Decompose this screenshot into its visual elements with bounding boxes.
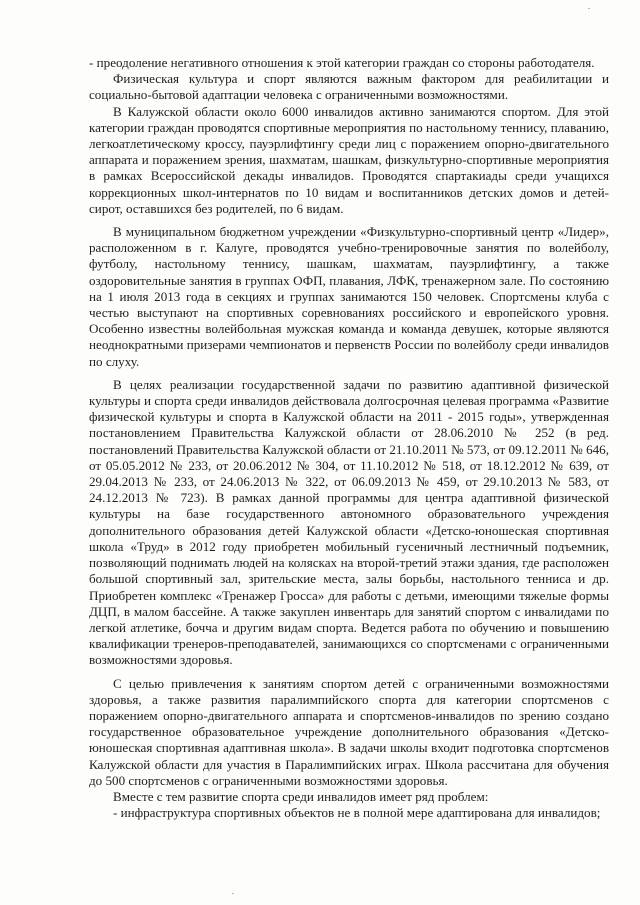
paragraph-employer-attitude: - преодоление негативного отношения к этой категории граждан со стороны работодателя. [89,55,595,70]
document-body [89,55,609,821]
scan-speck [588,8,590,9]
paragraph-problems-intro: Вместе с тем развитие спорта среди инвалидов имеет ряд проблем: [113,788,489,804]
paragraph-adaptive-school: С целью привлечения к занятиям спортом детей с ограниченными возможностями здоровья, а также развития паралимпийского спорта для категории спортсменов с поражением опорно-двигательного аппарата и спортсменов-инвалидов по зрению создано государственное образовательное учреждение дополнительного образования «Детско-юношеская спортивная адаптивная школа». В задачи школы входит подготовка спортсменов Калужской области для участия в Паралимпийских играх. Школа рассчитана для обучения до 500 спортсменов с ограниченными возможностями здоровья. [89,675,609,788]
paragraph-sport-rehabilitation: Физическая культура и спорт являются важным фактором для реабилитации и социально-бытовой адаптации человека с ограниченными возможностями. [89,71,609,103]
paragraph-kaluga-disabled-sport: В Калужской области около 6000 инвалидов активно занимаются спортом. Для этой категории граждан проводятся спортивные мероприятия по настольному теннису, плаванию, легкоатлетическому кроссу, пауэрлифтингу среди лиц с поражением опорно-двигательного аппарата и поражением зрения, шахматам, шашкам, физкультурно-спортивные мероприятия в рамках Всероссийской декады инвалидов. Проводятся спартакиады среди учащихся коррекционных школ-интернатов по 10 видам и воспитанников детских домов и детей-сирот, оставшихся без родителей, по 6 видам. [89,103,609,216]
paragraph-target-program: В целях реализации государственной задачи по развитию адаптивной физической культуры и спорта среди инвалидов действовала долгосрочная целевая программа «Развитие физической культуры и спорта в Калужской области на 2011 - 2015 годы», утвержденная постановлением Правительства Калужской области от 28.06.2010 № 252 (в ред. постановлений Правительства Калужской области от 21.10.2011 № 573, от 09.12.2011 № 646, от 05.05.2012 № 233, от 20.06.2012 № 304, от 11.10.2012 № 518, от 18.12.2012 № 639, от 29.04.2013 № 233, от 24.06.2013 № 322, от 06.09.2013 № 459, от 29.10.2013 № 583, от 24.12.2013 № 723). В рамках данной программы для центра адаптивной физической культуры на базе государственного автономного образовательного учреждения дополнительного образования детей Калужской области «Детско-юношеская спортивная школа «Труд» в 2012 году приобретен мобильный гусеничный лестничный подъемник, позволяющий поднимать людей на колясках на второй-третий этажи здания, где расположен большой спортивный зал, зрительские места, залы борьбы, настольного тенниса и др. Приобретен комплекс «Тренажер Гросса» для работы с детьми, имеющими тяжелые формы ДЦП, в малом бассейне. А также закуплен инвентарь для занятий спортом с инвалидами по легкой атлетике, боччa и другим видам спорта. Ведется работа по обучению и повышению квалификации тренеров-преподавателей, занимающихся со спортсменами с ограниченными возможностями здоровья. [89,376,609,668]
paragraph-lider-center: В муниципальном бюджетном учреждении «Физкультурно-спортивный центр «Лидер», расположенном в г. Калуге, проводятся учебно-тренировочные занятия по волейболу, футболу, настольному теннису, шашкам, шахматам, пауэрлифтингу, а также оздоровительные занятия в группах ОФП, плавания, ЛФК, тренажерном зале. По состоянию на 1 июля 2013 года в секциях и группах занимаются 150 человек. Спортсмены клуба с честью выступают на спортивных соревнованиях российского и европейского уровня. Особенно известны волейбольная мужская команда и команда девушек, которые являются неоднократными призерами чемпионатов и первенств России по волейболу среди инвалидов по слуху. [89,224,609,369]
scan-speck [232,893,234,894]
paragraph-infrastructure-problem: - инфраструктура спортивных объектов не в полной мере адаптирована для инвалидов; [113,805,601,821]
